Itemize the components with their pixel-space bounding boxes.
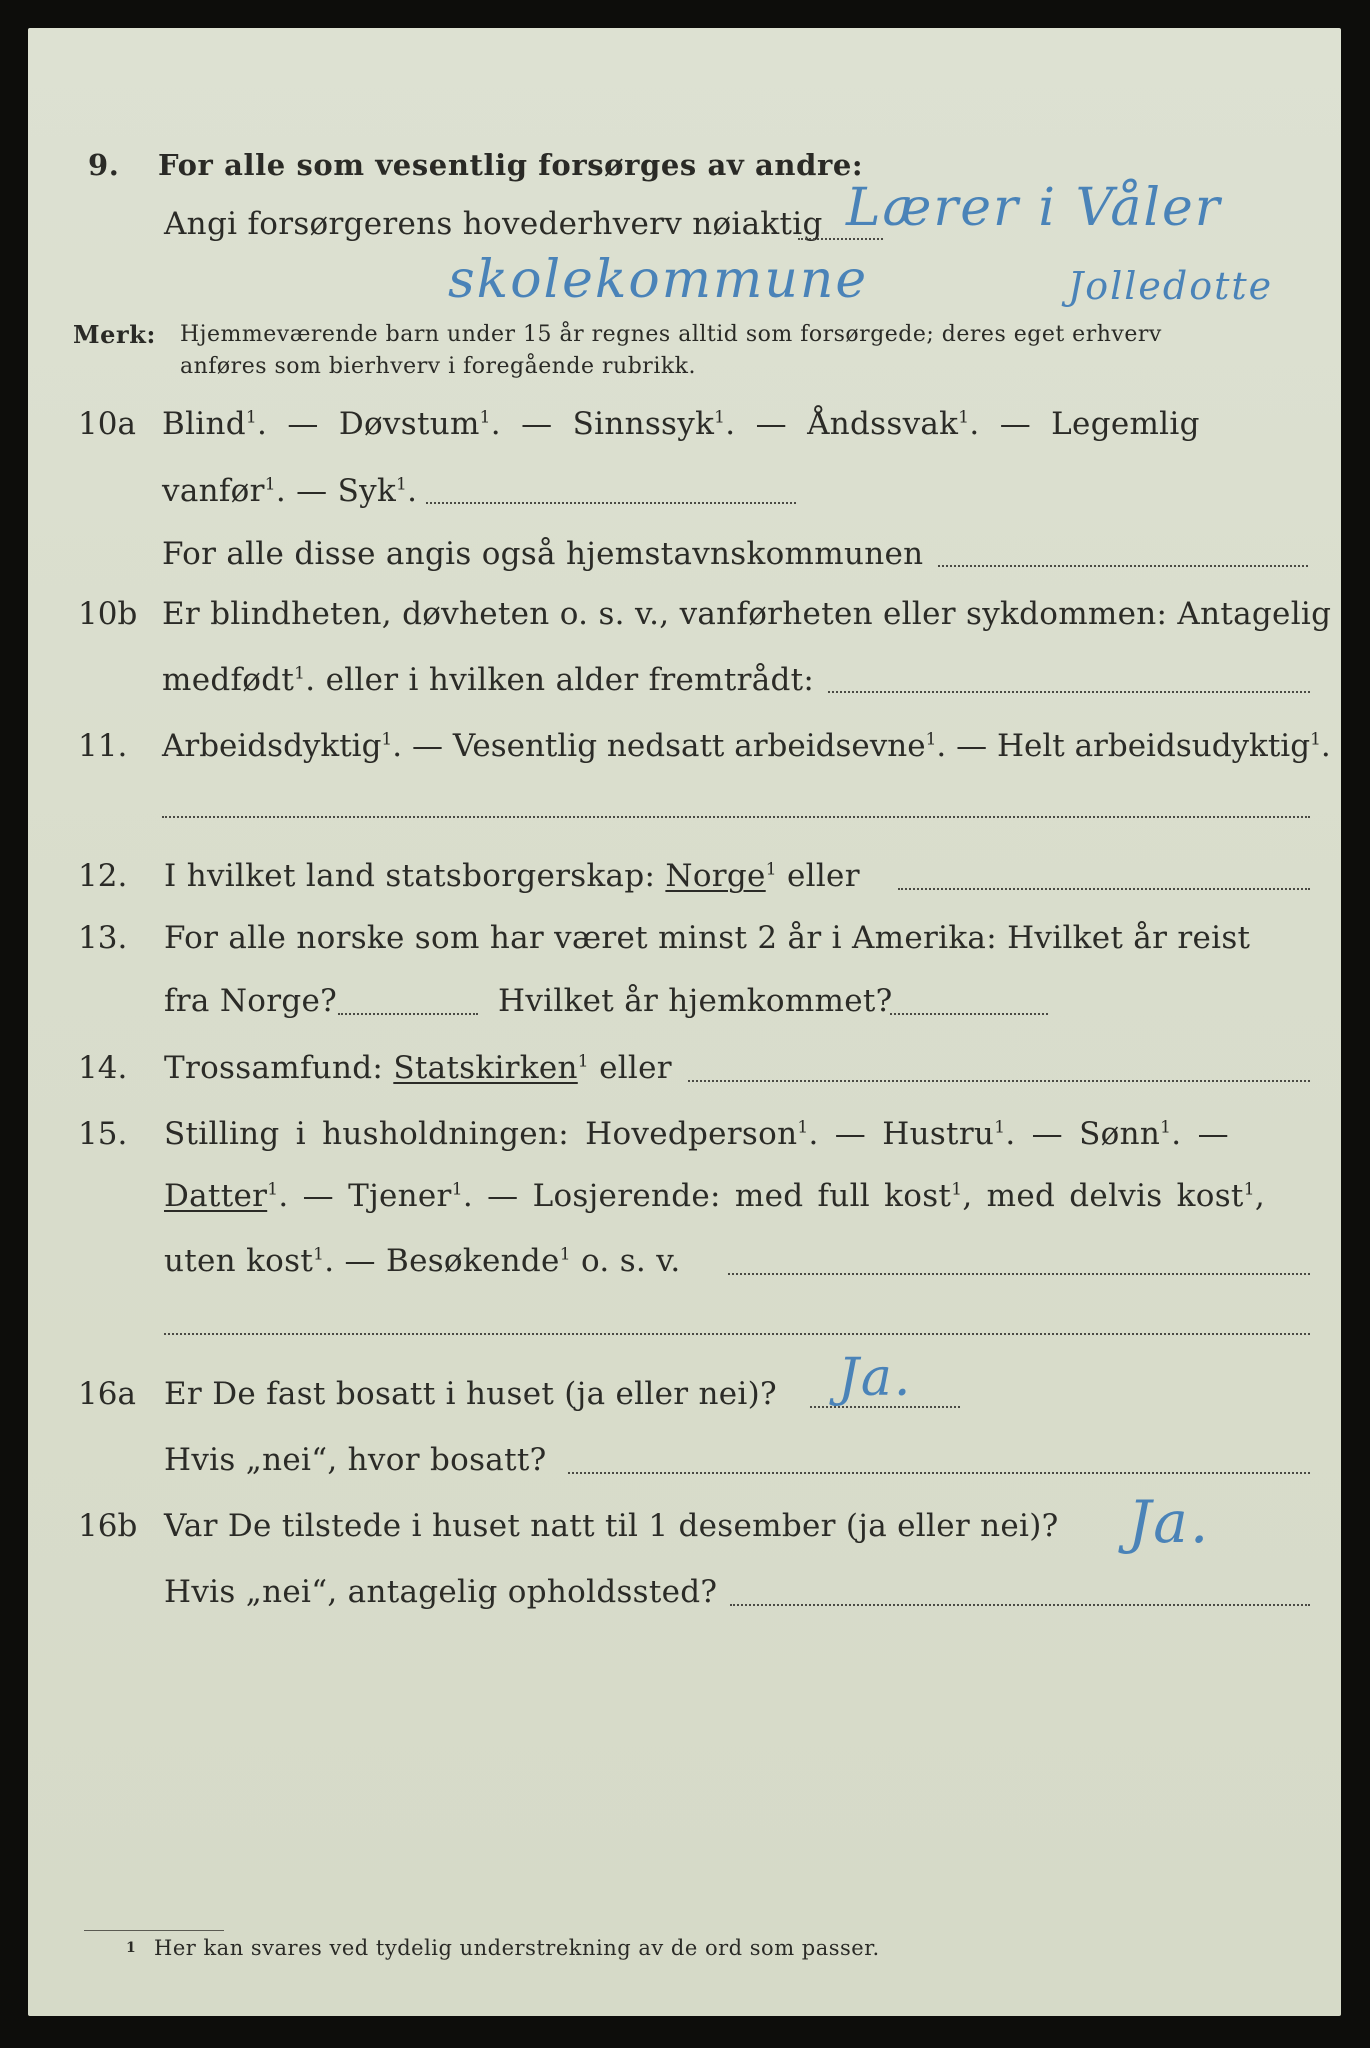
q13-line-1: For alle norske som har været minst 2 år i Amerika: Hvilket år reist [164, 920, 1251, 956]
q13-line-2a: fra Norge? [164, 983, 338, 1019]
q16a-line-2: Hvis „nei“, hvor bosatt? [164, 1442, 547, 1478]
q14-line: Trossamfund: Statskirken$^1$ eller [164, 1050, 672, 1086]
merk-line-1: Hjemmeværende barn under 15 år regnes alltid som forsørgede; deres eget erhverv [180, 322, 1162, 347]
q13-line-2b: Hvilket år hjemkommet? [498, 983, 893, 1019]
q16b-line-1: Var De tilstede i huset natt til 1 desember (ja eller nei)? [164, 1508, 1059, 1544]
q16a-handwritten-answer: Ja. [838, 1348, 913, 1408]
q16a-bosatt-line [568, 1472, 1310, 1474]
q12-answer-line [898, 888, 1310, 890]
q10a-number: 10a [78, 406, 136, 442]
q15-answer-line-2 [164, 1333, 1310, 1335]
q9-answer-line [798, 238, 883, 240]
q10b-line-1: Er blindheten, døvheten o. s. v., vanførheten eller sykdommen: Antagelig [162, 596, 1332, 632]
q10a-line-3: For alle disse angis også hjemstavnskommunen [162, 536, 924, 572]
q15-number: 15. [78, 1116, 128, 1152]
q12-line: I hvilket land statsborgerskap: Norge$^1$ eller [164, 858, 860, 894]
q10a-line-1: Blind$^1$. — Døvstum$^1$. — Sinnssyk$^1$. — Åndssvak$^1$. — Legemlig [162, 406, 1200, 442]
q16b-handwritten-answer: Ja. [1128, 1488, 1211, 1556]
merk-label: Merk: [73, 320, 156, 349]
q16b-opholdssted-line [730, 1604, 1310, 1606]
q9-number: 9. [88, 148, 120, 182]
q15-line-3: uten kost$^1$. — Besøkende$^1$ o. s. v. [164, 1243, 681, 1279]
footnote-rule [84, 1930, 224, 1931]
q14-choice-statskirken: Statskirken [393, 1050, 578, 1086]
footnote-marker: 1 [126, 1940, 136, 1956]
q10a-syk-line [426, 502, 796, 504]
q14-number: 14. [78, 1050, 128, 1086]
census-form-page [28, 28, 1341, 2016]
q15-line-2: Datter$^1$. — Tjener$^1$. — Losjerende: med full kost$^1$, med delvis kost$^1$, [164, 1178, 1265, 1214]
merk-line-2: anføres som bierhverv i foregående rubrikk. [180, 354, 697, 379]
q16a-number: 16a [78, 1376, 136, 1412]
q13-reist-line [338, 1013, 478, 1015]
q15-choice-datter: Datter [164, 1178, 268, 1214]
q10b-answer-line [828, 691, 1310, 693]
q15-line-1: Stilling i husholdningen: Hovedperson$^1$. — Hustru$^1$. — Sønn$^1$. — [164, 1116, 1229, 1152]
q10b-number: 10b [78, 596, 138, 632]
q13-hjemkommet-line [890, 1013, 1048, 1015]
q9-handwritten-answer-1: Lærer i Våler [846, 178, 1222, 238]
q16a-line-1: Er De fast bosatt i huset (ja eller nei)? [164, 1376, 777, 1412]
q10a-line-2: vanfør$^1$. — Syk$^1$. [162, 473, 418, 509]
q16b-number: 16b [78, 1508, 138, 1544]
q15-answer-line-1 [728, 1273, 1310, 1275]
q9-handwritten-answer-3: Jolledotte [1068, 264, 1274, 308]
q12-number: 12. [78, 858, 128, 894]
q11-number: 11. [78, 728, 128, 764]
q11-answer-line [162, 816, 1310, 818]
footnote-text: Her kan svares ved tydelig understrekning av de ord som passer. [154, 1936, 880, 1960]
q11-line: Arbeidsdyktig$^1$. — Vesentlig nedsatt arbeidsevne$^1$. — Helt arbeidsudyktig$^1$. [162, 728, 1331, 764]
q13-number: 13. [78, 920, 128, 956]
q14-answer-line [688, 1080, 1310, 1082]
q16b-line-2: Hvis „nei“, antagelig opholdssted? [164, 1574, 718, 1610]
q9-prompt: Angi forsørgerens hovederhverv nøiaktig [164, 206, 823, 242]
q10a-hjemstavn-line [938, 565, 1308, 567]
q9-handwritten-answer-2: skolekommune [448, 250, 869, 310]
q9-title: For alle som vesentlig forsørges av andre: [158, 148, 864, 182]
q10b-line-2: medfødt$^1$. eller i hvilken alder fremtrådt: [162, 662, 815, 698]
q12-choice-norge: Norge [665, 858, 766, 894]
